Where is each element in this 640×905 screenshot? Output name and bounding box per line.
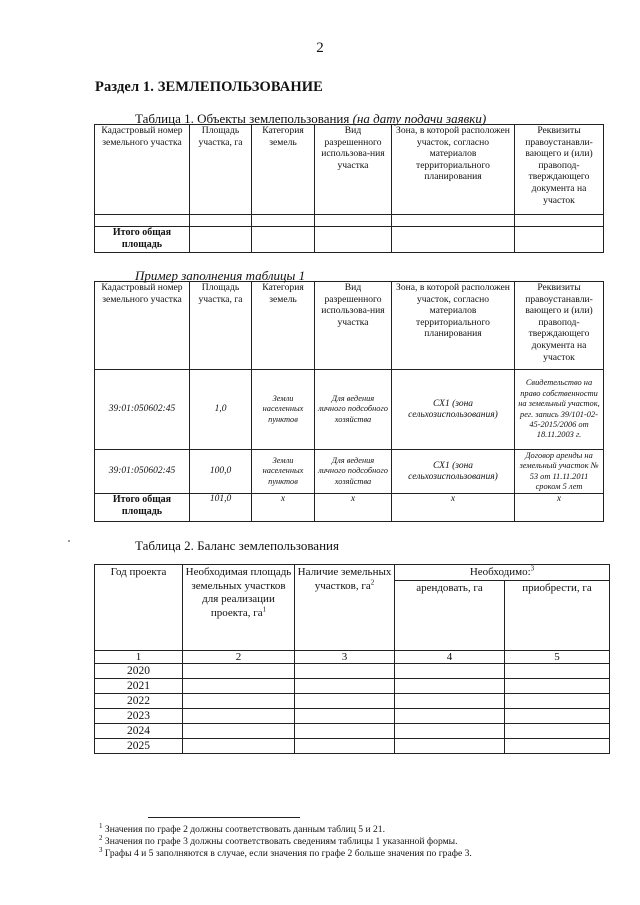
example-header-zone: Зона, в которой расположен участок, согласно материалов территориального планирования [392,282,515,370]
table2-col-number: 4 [395,650,505,663]
table2-header-year [95,565,183,651]
table1-total-row [95,227,604,253]
example-total-label: Итого общая площадь [95,494,190,522]
example-table [94,281,604,522]
example-header-cadastral: Кадастровый номер земельного участка [95,282,190,370]
footnote [99,821,472,836]
footnote-ref: 1 [262,605,267,614]
table2-year: 2020 [95,663,183,678]
example-total-row [95,494,604,522]
table2 [94,564,610,754]
table1-header-row [95,125,604,215]
footnote [99,836,472,848]
footnote-text: Значения по графе 3 должны соответствовать сведениям таблицы 1 указанной формы. [102,836,458,848]
example-category: Земли населенных пунктов [252,450,315,494]
example-header-row [95,282,604,370]
table2-header-required-text: Необходимая площадь земельных участков для реализации проекта, га [185,566,292,619]
footnote-text: Значения по графе 2 должны соответствовать данным таблиц 5 и 21. [102,824,385,835]
footnote-mark: 1 [99,821,103,830]
example-total-x: х [315,494,392,522]
table1-header-category: Категория земель [252,125,315,215]
table2-col-number: 2 [183,650,295,663]
table2-header-needed [395,565,610,581]
table1-total-label: Итого общая площадь [95,227,190,253]
table2-year-row [95,693,610,708]
table1-header-use: Вид разрешенного использова-ния участка [315,125,392,215]
example-header-document: Реквизиты правоустанавли-вающего и (или) правопод-тверждающего документа на участок [515,282,604,370]
table2-header-rent: арендовать, га [395,580,505,650]
table2-year-row [95,708,610,723]
section-title: Раздел 1. ЗЕМЛЕПОЛЬЗОВАНИЕ [95,79,323,95]
table2-header-required [183,565,295,651]
footnote-text: Графы 4 и 5 заполняются в случае, если значения по графе 2 больше значения по графе 3. [102,848,472,860]
table1-caption-note: (на дату подачи заявки) [352,111,487,126]
table2-header-year-text: Год проекта [110,566,167,578]
table1-header-zone: Зона, в которой расположен участок, согласно материалов территориального планирования [392,125,515,215]
table1 [94,124,604,253]
example-zone: СХ1 (зона сельхозиспользования) [392,450,515,494]
example-use: Для ведения личного подсобного хозяйства [315,370,392,450]
table2-year: 2022 [95,693,183,708]
example-area: 1,0 [190,370,252,450]
scan-speck [68,540,70,542]
example-zone: СХ1 (зона сельхозиспользования) [392,370,515,450]
example-area: 100,0 [190,450,252,494]
table2-col-number: 3 [295,650,395,663]
table2-year-row [95,738,610,753]
footnote [99,848,472,860]
example-row [95,370,604,450]
example-cadastral: 39:01:050602:45 [95,370,190,450]
example-document: Свидетельство на право собственности на земельный участок, рег. запись 39/101-02-45-2015/2006 от 18.11.2003 г. [515,370,604,450]
table2-header-buy: приобрести, га [505,580,610,650]
footnote-ref: 3 [530,564,535,573]
table2-header-needed-text: Необходимо: [469,566,531,578]
example-cadastral: 39:01:050602:45 [95,450,190,494]
table1-header-document: Реквизиты правоустанавли-вающего и (или) правопод-тверждающего документа на участок [515,125,604,215]
table2-year: 2021 [95,678,183,693]
table1-header-area: Площадь участка, га [190,125,252,215]
footnotes [99,821,472,861]
example-total-x: х [392,494,515,522]
table2-col-number: 5 [505,650,610,663]
table2-col-number: 1 [95,650,183,663]
table2-numbers-row [95,650,610,663]
example-use: Для ведения личного подсобного хозяйства [315,450,392,494]
example-total-x: х [252,494,315,522]
example-caption: Пример заполнения таблицы 1 [135,268,306,283]
footnote-mark: 3 [99,846,103,855]
table1-empty-row [95,215,604,227]
example-header-category: Категория земель [252,282,315,370]
page-number: 2 [316,40,324,56]
example-document: Договор аренды на земельный участок № 53 от 11.11.2011 сроком 5 лет [515,450,604,494]
table2-header-available-text: Наличие земельных участков, га [297,566,392,592]
example-header-use: Вид разрешенного использова-ния участка [315,282,392,370]
example-header-area: Площадь участка, га [190,282,252,370]
table2-year-row [95,678,610,693]
table1-caption-text: Таблица 1. Объекты землепользования [135,111,353,126]
table2-year: 2024 [95,723,183,738]
table2-caption: Таблица 2. Баланс землепользования [135,538,339,553]
footnote-separator [148,817,300,818]
table1-header-cadastral: Кадастровый номер земельного участка [95,125,190,215]
example-category: Земли населенных пунктов [252,370,315,450]
example-total-x: х [515,494,604,522]
footnote-ref: 2 [370,577,375,586]
table2-year: 2025 [95,738,183,753]
table2-header-available [295,565,395,651]
footnote-mark: 2 [99,834,103,843]
table2-year: 2023 [95,708,183,723]
table2-header-row-1 [95,565,610,581]
example-row [95,450,604,494]
example-total-area: 101,0 [190,494,252,522]
table2-year-row [95,723,610,738]
table2-year-row [95,663,610,678]
